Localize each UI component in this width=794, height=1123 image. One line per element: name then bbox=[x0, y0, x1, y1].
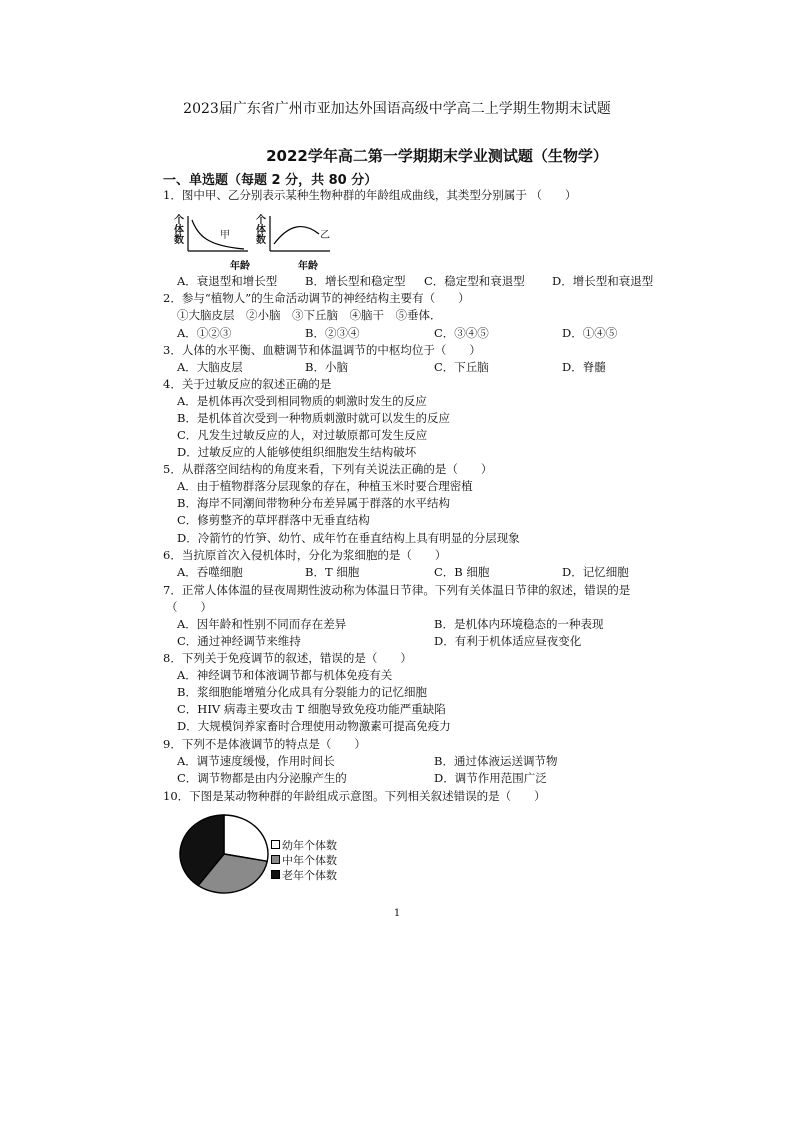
q4-option-c: C．凡发生过敏反应的人，对过敏原都可发生反应 bbox=[177, 428, 428, 442]
q4-option-b: B．是机体首次受到一种物质刺激时就可以发生的反应 bbox=[177, 411, 450, 425]
q9-option-b: B．通过体液运送调节物 bbox=[434, 754, 558, 768]
q5-option-b: B．海岸不同潮间带物种分布差异属于群落的水平结构 bbox=[177, 496, 450, 510]
q9-option-c: C．调节物都是由内分泌腺产生的 bbox=[177, 771, 347, 785]
q3-option-b: B．小脑 bbox=[305, 360, 348, 374]
q10-pie-chart bbox=[178, 812, 278, 896]
question-7-stem: 7．正常人体体温的昼夜周期性波动称为体温日节律。下列有关体温日节律的叙述，错误的是 bbox=[163, 583, 631, 597]
question-7-blank: （ ） bbox=[166, 600, 212, 614]
q5-option-c: C．修剪整齐的草坪群落中无垂直结构 bbox=[177, 513, 370, 527]
q4-option-d: D．过敏反应的人能够使组织细胞发生结构破坏 bbox=[177, 445, 417, 459]
question-1-stem: 1．图中甲、乙分别表示某种生物种群的年龄组成曲线，其类型分别属于 （ ） bbox=[163, 188, 577, 202]
q1-label-yi: 乙 bbox=[320, 230, 330, 241]
q1-curves bbox=[174, 214, 344, 254]
question-6-stem: 6．当抗原首次入侵机体时，分化为浆细胞的是（ ） bbox=[163, 548, 447, 562]
q1-option-a: A．衰退型和增长型 bbox=[177, 274, 278, 288]
q8-option-d: D．大规模饲养家畜时合理使用动物激素可提高免疫力 bbox=[177, 719, 451, 733]
q2-option-d: D．①④⑤ bbox=[562, 326, 618, 340]
question-8-stem: 8．下列关于免疫调节的叙述，错误的是（ ） bbox=[163, 651, 412, 665]
legend-item-juvenile: 幼年个体数 bbox=[271, 837, 337, 853]
q1-ylabel-right: 个 体 数 bbox=[256, 215, 266, 246]
q8-option-c: C．HIV 病毒主要攻击 T 细胞导致免疫功能严重缺陷 bbox=[177, 702, 446, 716]
q5-option-a: A．由于植物群落分层现象的存在，种植玉米时要合理密植 bbox=[177, 479, 473, 493]
section-heading: 一、单选题（每题 2 分，共 80 分） bbox=[163, 173, 378, 188]
q2-option-a: A．①②③ bbox=[177, 326, 232, 340]
legend-swatch-adult bbox=[271, 855, 280, 864]
q1-ylabel-left: 个 体 数 bbox=[174, 215, 184, 246]
exam-title: 2022学年高二第一学期期末学业测试题（生物学） bbox=[266, 147, 608, 165]
q3-option-c: C．下丘脑 bbox=[434, 360, 489, 374]
question-4-stem: 4．关于过敏反应的叙述正确的是 bbox=[163, 377, 332, 391]
q1-curve-jia bbox=[192, 220, 244, 249]
question-1-figure bbox=[174, 214, 344, 270]
question-3-stem: 3．人体的水平衡、血糖调节和体温调节的中枢均位于（ ） bbox=[163, 343, 481, 357]
q2-option-b: B．②③④ bbox=[305, 326, 360, 340]
q1-curve-yi bbox=[274, 227, 319, 244]
pie-slice-juvenile bbox=[224, 815, 268, 861]
question-10-stem: 10．下图是某动物种群的年龄组成示意图。下列相关叙述错误的是（ ） bbox=[163, 789, 546, 803]
q1-xlabel-left: 年龄 bbox=[230, 261, 250, 272]
q4-option-a: A．是机体再次受到相同物质的刺激时发生的反应 bbox=[177, 394, 427, 408]
q10-legend bbox=[271, 837, 381, 885]
q6-option-a: A．吞噬细胞 bbox=[177, 565, 243, 579]
question-2-items: ①大脑皮层 ②小脑 ③下丘脑 ④脑干 ⑤垂体． bbox=[177, 308, 442, 322]
q6-option-b: B．T 细胞 bbox=[305, 565, 360, 579]
q5-option-d: D．冷箭竹的竹笋、幼竹、成年竹在垂直结构上具有明显的分层现象 bbox=[177, 531, 520, 545]
q1-option-d: D．增长型和衰退型 bbox=[552, 274, 654, 288]
q7-option-c: C．通过神经调节来维持 bbox=[177, 634, 301, 648]
q3-option-a: A．大脑皮层 bbox=[177, 360, 243, 374]
page-number: 1 bbox=[393, 908, 401, 919]
q7-option-a: A．因年龄和性别不同而存在差异 bbox=[177, 617, 347, 631]
q9-option-a: A．调节速度缓慢，作用时间长 bbox=[177, 754, 335, 768]
q8-option-b: B．浆细胞能增殖分化成具有分裂能力的记忆细胞 bbox=[177, 685, 427, 699]
q7-option-d: D．有利于机体适应昼夜变化 bbox=[434, 634, 582, 648]
question-2-stem: 2．参与“植物人”的生命活动调节的神经结构主要有（ ） bbox=[163, 291, 470, 305]
q1-option-b: B．增长型和稳定型 bbox=[305, 274, 406, 288]
legend-item-elderly: 老年个体数 bbox=[271, 867, 337, 883]
legend-swatch-elderly bbox=[271, 870, 280, 879]
question-9-stem: 9．下列不是体液调节的特点是（ ） bbox=[163, 737, 366, 751]
q2-option-c: C．③④⑤ bbox=[434, 326, 489, 340]
legend-swatch-juvenile bbox=[271, 840, 280, 849]
question-5-stem: 5．从群落空间结构的角度来看，下列有关说法正确的是（ ） bbox=[163, 462, 493, 476]
q6-option-c: C．B 细胞 bbox=[434, 565, 490, 579]
q1-option-c: C．稳定型和衰退型 bbox=[424, 274, 525, 288]
q7-option-b: B．是机体内环境稳态的一种表现 bbox=[434, 617, 604, 631]
q8-option-a: A．神经调节和体液调节都与机体免疫有关 bbox=[177, 668, 393, 682]
q6-option-d: D．记忆细胞 bbox=[562, 565, 629, 579]
q9-option-d: D．调节作用范围广泛 bbox=[434, 771, 547, 785]
document-title: 2023届广东省广州市亚加达外国语高级中学高二上学期生物期末试题 bbox=[183, 101, 611, 117]
q1-label-jia: 甲 bbox=[220, 230, 230, 241]
q3-option-d: D．脊髓 bbox=[562, 360, 606, 374]
legend-item-adult: 中年个体数 bbox=[271, 852, 337, 868]
q1-xlabel-right: 年龄 bbox=[298, 261, 318, 272]
